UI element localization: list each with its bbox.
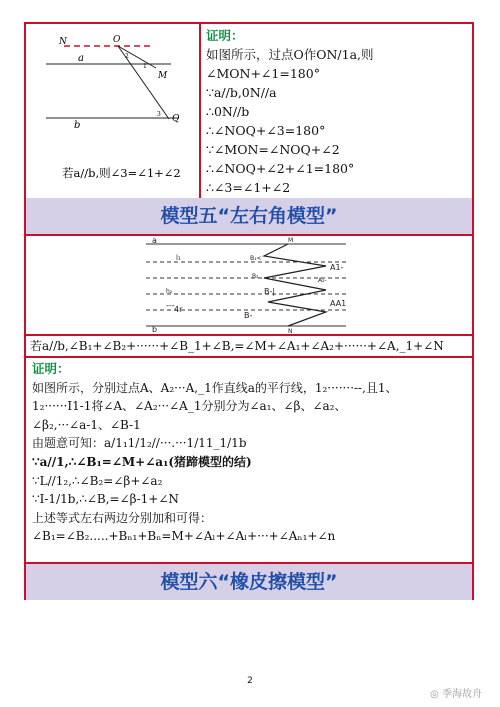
proof-line: ∵∠MON=∠NOQ+∠2 <box>206 142 340 157</box>
proof-line: ∠MON+∠1=180° <box>206 66 320 81</box>
proof-label: 证明： <box>206 28 244 43</box>
proof-label: 证明： <box>32 361 70 376</box>
label-b1: B₁< <box>250 255 262 262</box>
proof-line: ∴∠3=∠1+∠2 <box>206 180 291 195</box>
page-number: 2 <box>247 676 253 686</box>
label-4r: 4r <box>174 305 183 314</box>
divider <box>199 24 201 198</box>
proof-line: 由题意可知：a/1₁1/1₂//···.···1/11_1/1b <box>32 436 247 451</box>
zigzag-path <box>264 244 326 326</box>
label-bm: B-| <box>264 287 276 296</box>
model5-proof <box>32 360 468 546</box>
label-a1: A1- <box>330 263 344 272</box>
angle-label-2: 2 <box>125 53 129 60</box>
label-o: O <box>113 35 121 45</box>
divider <box>26 356 472 358</box>
label-b2: B₂ <box>252 273 259 280</box>
angle-label-1: 1 <box>143 63 147 70</box>
proof-line: 如图所示，分别过点A、A₂···A,_1作直线a的平行线，1₂·······--,且1、 <box>32 380 398 395</box>
proof-line: ∠B₁=∠B₂.....+Bₙ₁+Bₙ=M+∠Aₗ+∠Aₗ+···+∠Aₙ₁+∠n <box>32 529 336 544</box>
label-m: M <box>158 71 168 81</box>
proof-line: ∴∠NOQ+∠2+∠1=180° <box>206 161 355 176</box>
proof-line: 1₂······I1-1将∠A、∠A₂···∠A_1分别分为∠a₁、∠β、∠a₂、 <box>32 399 347 414</box>
label-dash: --- <box>166 301 175 310</box>
label-b: b <box>74 120 81 131</box>
label-l1: l₁ <box>176 254 181 262</box>
model4-caption: 若a//b,则∠3=∠1+∠2 <box>62 166 181 180</box>
label-m: M <box>288 237 294 244</box>
label-n: N <box>288 328 293 334</box>
model4-diagram <box>26 24 199 198</box>
label-n: N <box>59 37 67 47</box>
model5-diagram <box>26 234 472 334</box>
content-frame <box>24 22 474 600</box>
label-bminus: B- <box>244 311 253 320</box>
label-h2: h₂ <box>166 288 173 295</box>
proof-line: ∵L//1₂,∴∠B₂=∠β+∠a₂ <box>32 473 163 488</box>
proof-line: ∵a//1,∴∠B₁=∠M+∠a₁(猪蹄模型的结) <box>32 454 252 469</box>
label-aa1: AA1 <box>330 299 347 308</box>
model6-title: 模型六“橡皮擦模型” <box>26 564 472 600</box>
proof-line: 上述等式左右两边分别加和可得： <box>32 510 213 525</box>
label-a: a <box>78 53 84 64</box>
label-q: Q <box>172 114 180 124</box>
model5-statement: 若a//b,∠B₁+∠B₂+······+∠B_1+∠B,=∠M+∠A₁+∠A₂+······+∠A,_1+∠N <box>30 339 444 353</box>
label-a2: A₂- <box>318 277 327 284</box>
model5-title: 模型五“左右角模型” <box>26 198 472 236</box>
label-a: a <box>152 236 157 245</box>
proof-line: ∵a//b,0N//a <box>206 85 277 100</box>
proof-line: ∠β₂,···∠a-1、∠B-1 <box>32 417 141 432</box>
proof-line: 如图所示，过点O作ON/1a,则 <box>206 47 374 62</box>
model4-figure-cell <box>26 24 199 198</box>
proof-line: ∴0N//b <box>206 104 250 119</box>
model4-section <box>26 24 472 200</box>
watermark: ◎ 季海故舟 <box>430 689 482 700</box>
proof-line: ∴∠NOQ+∠3=180° <box>206 123 326 138</box>
proof-line: ∵I-1/1b,∴∠B,=∠β-1+∠N <box>32 492 179 507</box>
angle-label-3: 3 <box>157 111 161 118</box>
label-b: b <box>152 325 158 334</box>
segment-om <box>118 46 156 68</box>
model4-proof <box>206 26 470 196</box>
model5-figure-cell <box>26 234 472 336</box>
